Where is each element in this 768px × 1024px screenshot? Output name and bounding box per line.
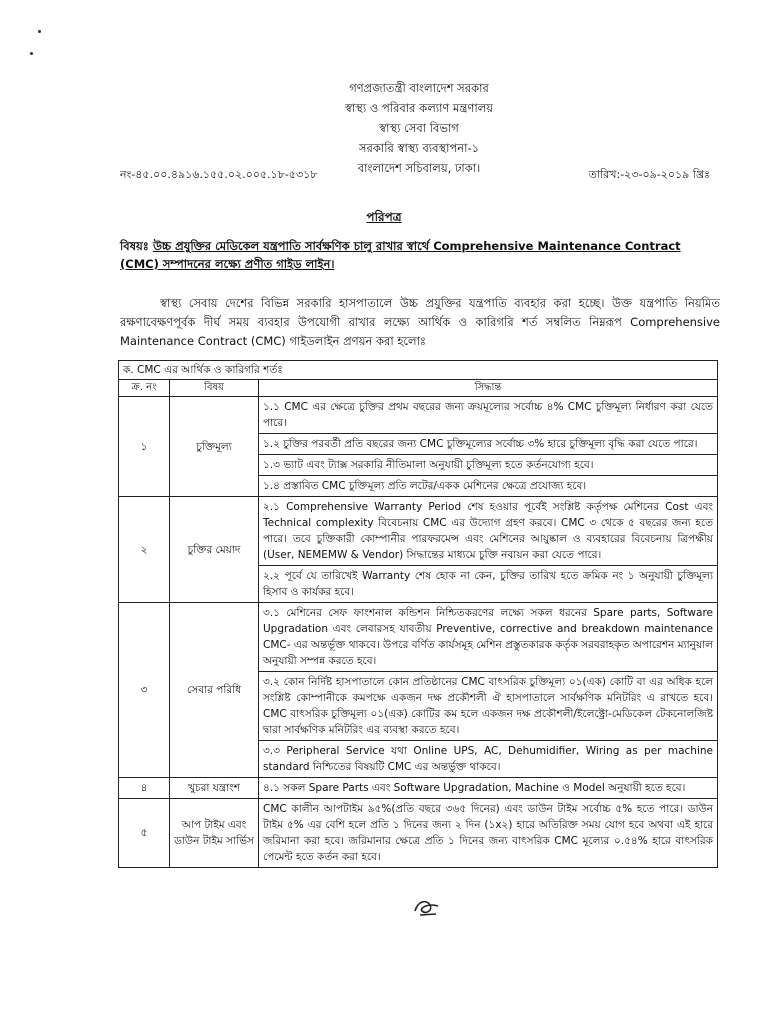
decision-cell: CMC কালীন আপটাইম ৯৫%(প্রতি বছরে ৩৬৫ দিনের) এবং ডাউন টাইম সর্বোচ্চ ৫% হতে পারে। ডাউন টাইম ৫% এর বেশি হলে প্রতি ১ দিনের জন্য ২ দিন (১x২) হারে অতিরিক্ত সময় যোগ হবে অথবা এই হারে জরিমানা করা হবে। জরিমানার ক্ষেত্রে প্রতি ১ দিনের জন্য বাৎসরিক CMC মূল্যের ০.৫৪% হারে বাৎসরিক পেমেন্ট হতে কর্তন করা হবে। — [259, 799, 718, 868]
subject-text: উচ্চ প্রযুক্তির মেডিকেল যন্ত্রপাতি সার্বক্ষণিক চালু রাখার স্বার্থে Comprehensive Maintenance Contract (CMC) সম্পাদনের লক্ষ্যে প্রণীত গাইড লাইন। — [120, 239, 681, 271]
header-serial: ক্র. নং — [119, 380, 170, 397]
letterhead-line: স্বাস্থ্য সেবা বিভাগ — [379, 121, 459, 135]
cmc-conditions-table — [118, 360, 718, 868]
subject-label: বিষয়ঃ — [120, 239, 149, 253]
table-row — [119, 497, 718, 566]
memo-row — [120, 166, 710, 185]
letterhead-line: সরকারি স্বাস্থ্য ব্যবস্থাপনা-১ — [358, 141, 480, 155]
serial-cell: ৪ — [119, 778, 170, 799]
topic-cell: আপ টাইম এবং ডাউন টাইম সার্ভিস — [170, 799, 259, 868]
table-row — [119, 603, 718, 672]
table-row — [119, 799, 718, 868]
serial-cell: ১ — [119, 397, 170, 497]
intro-paragraph — [120, 294, 720, 351]
memo-number: নং-৪৫.০০.৪৯১৬.১৫৫.০২.০০৫.১৮-৫৩১৮ — [120, 168, 318, 181]
subject — [120, 237, 720, 273]
signature-mark — [412, 897, 442, 919]
header-decision: সিদ্ধান্ত — [259, 380, 718, 397]
table-row — [119, 397, 718, 434]
letterhead-line: বাংলাদেশ সচিবালয়, ঢাকা। — [357, 161, 481, 175]
table-row — [119, 778, 718, 799]
serial-cell: ২ — [119, 497, 170, 603]
decision-cell: ১.১ CMC এর ক্ষেত্রে চুক্তির প্রথম বছরের জন্য ক্রয়মূল্যের সর্বোচ্চ ৪% CMC চুক্তিমূল্য নির্ধারণ করা যেতে পারে। — [259, 397, 718, 434]
topic-cell: খুচরা যন্ত্রাংশ — [170, 778, 259, 799]
decision-cell: ২.২ পূর্বে যে তারিখেই Warranty শেষ হোক না কেন, চুক্তির তারিখ হতে ক্রমিক নং ১ অনুযায়ী চুক্তিমূল্য হিসাব ও কার্যকর হবে। — [259, 566, 718, 603]
table-caption: ক. CMC এর আর্থিক ও কারিগরি শর্তঃ — [119, 361, 718, 380]
scan-speck — [30, 52, 33, 55]
topic-cell: সেবার পরিধি — [170, 603, 259, 778]
decision-cell: ২.১ Comprehensive Warranty Period শেষ হওয়ার পূর্বেই সংশ্লিষ্ট কর্তৃপক্ষ মেশিনের Cost এবং Technical complexity বিবেচনায় CMC এর উদ্যোগ গ্রহণ করবে। CMC ৩ থেকে ৫ বছরের জন্য হতে পারে। তবে চুক্তিকারী কোম্পানীর পারফরমেন্স এবং মেশিনের আয়ুষ্কাল ও ব্যবহারের বিবেচনায় ত্রিপক্ষীয় (User, NEMEMW & Vendor) সিদ্ধান্তের মাধ্যমে চুক্তি নবায়ন করা যেতে পারে। — [259, 497, 718, 566]
memo-date: তারিখ:-২৩-০৯-২০১৯ খ্রিঃ — [588, 168, 710, 181]
decision-cell: ১.৩ ভ্যাট এবং ট্যাক্স সরকারি নীতিমালা অনুযায়ী চুক্তিমূল্য হতে কর্তনযোগ্য হবে। — [259, 455, 718, 476]
letterhead-line: গণপ্রজাতন্ত্রী বাংলাদেশ সরকার — [349, 81, 489, 95]
letterhead — [0, 78, 768, 178]
decision-cell: ৪.১ সকল Spare Parts এবং Software Upgradation, Machine ও Model অনুযায়ী হতে হবে। — [259, 778, 718, 799]
intro-text: স্বাস্থ্য সেবায় দেশের বিভিন্ন সরকারি হাসপাতালে উচ্চ প্রযুক্তির যন্ত্রপাতি ব্যবহার করা হচ্ছে। উক্ত যন্ত্রপাতি নিয়মিত রক্ষণাবেক্ষণপূর্বক দীর্ঘ সময় ব্যবহার উপযোগী রাখার লক্ষ্যে আর্থিক ও কারিগরি শর্ত সম্বলিত নিম্নরূপ Comprehensive Maintenance Contract (CMC) গাইডলাইন প্রণয়ন করা হলোঃ — [120, 296, 720, 348]
topic-cell: চুক্তিমূল্য — [170, 397, 259, 497]
topic-cell: চুক্তির মেয়াদ — [170, 497, 259, 603]
decision-cell: ৩.৩ Peripheral Service যথা Online UPS, AC, Dehumidifier, Wiring as per machine standard নিশ্চিতের বিষয়টি CMC এর অন্তর্ভুক্ত থাকবে। — [259, 741, 718, 778]
scan-speck — [38, 30, 41, 33]
decision-cell: ৩.২ কোন নির্দিষ্ট হাসপাতালে কোন প্রতিষ্ঠানের CMC বাৎসরিক চুক্তিমূল্য ০১(এক) কোটি বা এর অধিক হলে সংশ্লিষ্ট কোম্পানীকে কমপক্ষে একজন দক্ষ প্রকৌশলী ঐ হাসপাতালে সার্বক্ষণিক মনিটরিং এ রাখতে হবে। CMC বাৎসরিক চুক্তিমূল্য ০১(এক) কোটির কম হলে একজন দক্ষ প্রকৌশলী/ইলেক্ট্রো-মেডিকেল টেকনোলজিষ্ট দ্বারা সার্বক্ষণিক মনিটরিং এর ব্যবস্থা করতে হবে। — [259, 672, 718, 741]
serial-cell: ৩ — [119, 603, 170, 778]
serial-cell: ৫ — [119, 799, 170, 868]
document-title: পরিপত্র — [366, 210, 402, 224]
decision-cell: ১.৪ প্রস্তাবিত CMC চুক্তিমূল্য প্রতি লটের/একক মেশিনের ক্ষেত্রে প্রযোজ্য হবে। — [259, 476, 718, 497]
decision-cell: ৩.১ মেশিনের সেফ ফাংশনাল কন্ডিশন নিশ্চিতকরণের লক্ষ্যে সকল ধরনের Spare parts, Software Upgradation এবং লেবারসহ যাবতীয় Preventive, corrective and breakdown maintenance CMC- এর অন্তর্ভূক্ত থাকবে। উপরে বর্ণিত কার্যসমূহ মেশিন প্রস্তুতকারক কর্তৃক সরবরাহকৃত অপারেশন ম্যানুয়াল অনুযায়ী সম্পন্ন করতে হবে। — [259, 603, 718, 672]
decision-cell: ১.২ চুক্তির পরবর্তী প্রতি বছরের জন্য CMC চুক্তিমূল্যের সর্বোচ্চ ৩% হারে চুক্তিমূল্য বৃদ্ধি করা যেতে পারে। — [259, 434, 718, 455]
letterhead-line: স্বাস্থ্য ও পরিবার কল্যাণ মন্ত্রণালয় — [344, 101, 494, 115]
header-topic: বিষয় — [170, 380, 259, 397]
